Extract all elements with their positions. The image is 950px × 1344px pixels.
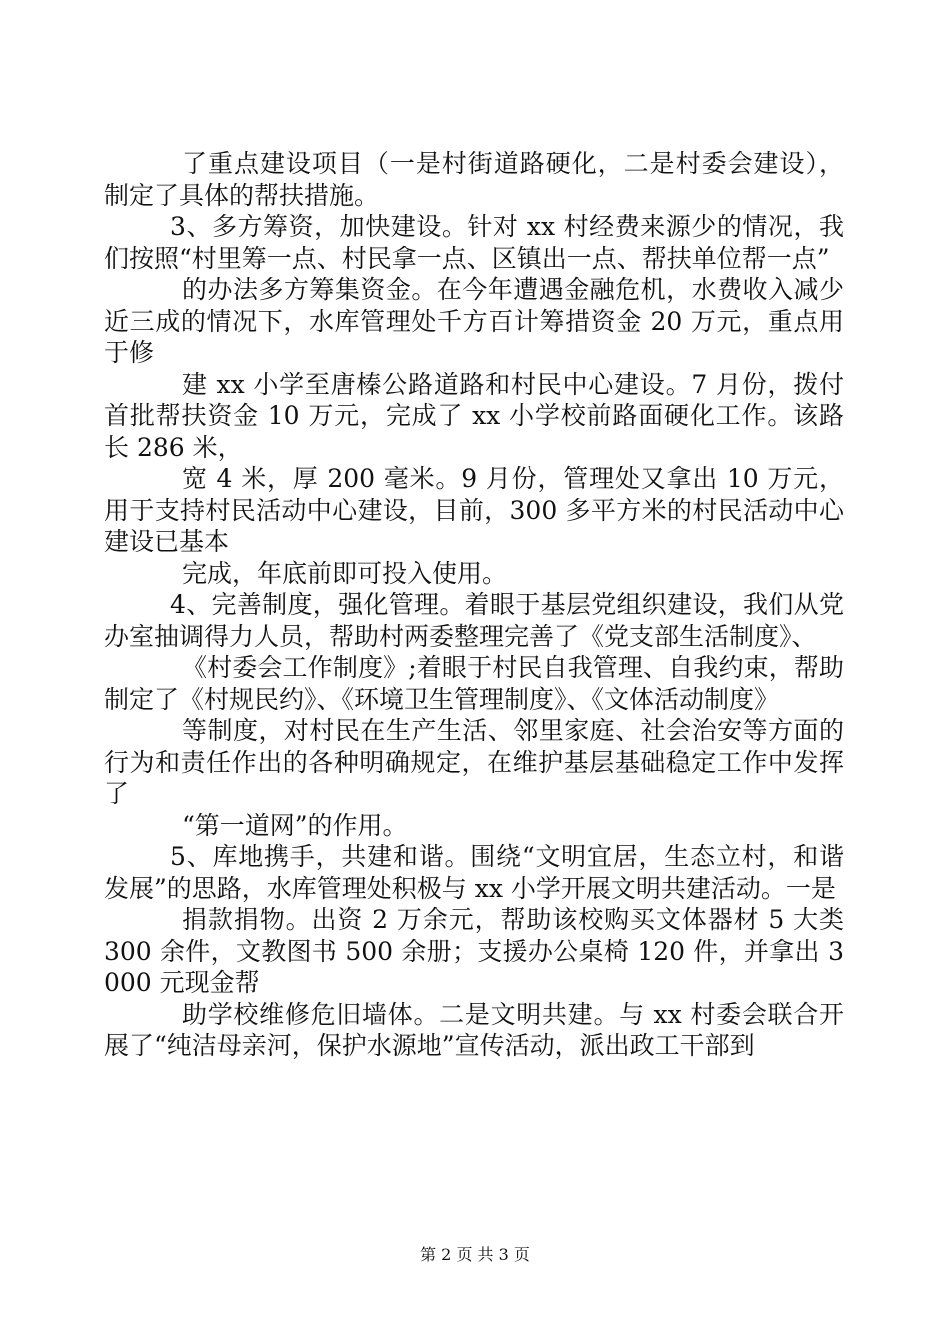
paragraph-10: “第一道网”的作用。 bbox=[182, 810, 408, 840]
paragraph-11: 5、库地携手，共建和谐。围绕“文明宜居，生态立村，和谐发展”的思路，水库管理处积极与 xx 小学开展文明共建活动。一是 bbox=[104, 842, 844, 903]
page-footer bbox=[0, 1245, 950, 1265]
paragraph-1: 了重点建设项目（一是村街道路硬化，二是村委会建设），制定了具体的帮扶措施。 bbox=[104, 149, 844, 210]
paragraph-2: 3、多方筹资，加快建设。针对 xx 村经费来源少的情况，我们按照“村里筹一点、村民拿一点、区镇出一点、帮扶单位帮一点” bbox=[104, 212, 844, 273]
paragraph-3: 的办法多方筹集资金。在今年遭遇金融危机，水费收入减少近三成的情况下，水库管理处千方百计筹措资金 20 万元，重点用于修 bbox=[104, 275, 844, 367]
paragraph-6: 完成，年底前即可投入使用。 bbox=[182, 558, 508, 588]
paragraph-7: 4、完善制度，强化管理。着眼于基层党组织建设，我们从党办室抽调得力人员，帮助村两委整理完善了《党支部生活制度》、 bbox=[104, 590, 844, 651]
document-body bbox=[104, 148, 844, 1062]
paragraph-9: 等制度，对村民在生产生活、邻里家庭、社会治安等方面的行为和责任作出的各种明确规定，在维护基层基础稳定工作中发挥了 bbox=[104, 716, 844, 808]
paragraph-12: 捐款捐物。出资 2 万余元，帮助该校购买文体器材 5 大类 300 余件，文教图书 500 余册；支援办公桌椅 120 件，并拿出 3000 元现金帮 bbox=[104, 905, 844, 997]
paragraph-13: 助学校维修危旧墙体。二是文明共建。与 xx 村委会联合开展了“纯洁母亲河，保护水源地”宣传活动，派出政工干部到 bbox=[104, 999, 844, 1060]
paragraph-8: 《村委会工作制度》;着眼于村民自我管理、自我约束，帮助制定了《村规民约》、《环境卫生管理制度》、《文体活动制度》 bbox=[104, 653, 844, 714]
paragraph-4: 建 xx 小学至唐榛公路道路和村民中心建设。7 月份，拨付首批帮扶资金 10 万元，完成了 xx 小学校前路面硬化工作。该路长 286 米， bbox=[104, 369, 844, 462]
page-number-label: 第 2 页 共 3 页 bbox=[420, 1245, 530, 1264]
paragraph-5: 宽 4 米，厚 200 毫米。9 月份，管理处又拿出 10 万元，用于支持村民活动中心建设，目前，300 多平方米的村民活动中心建设已基本 bbox=[104, 464, 844, 556]
